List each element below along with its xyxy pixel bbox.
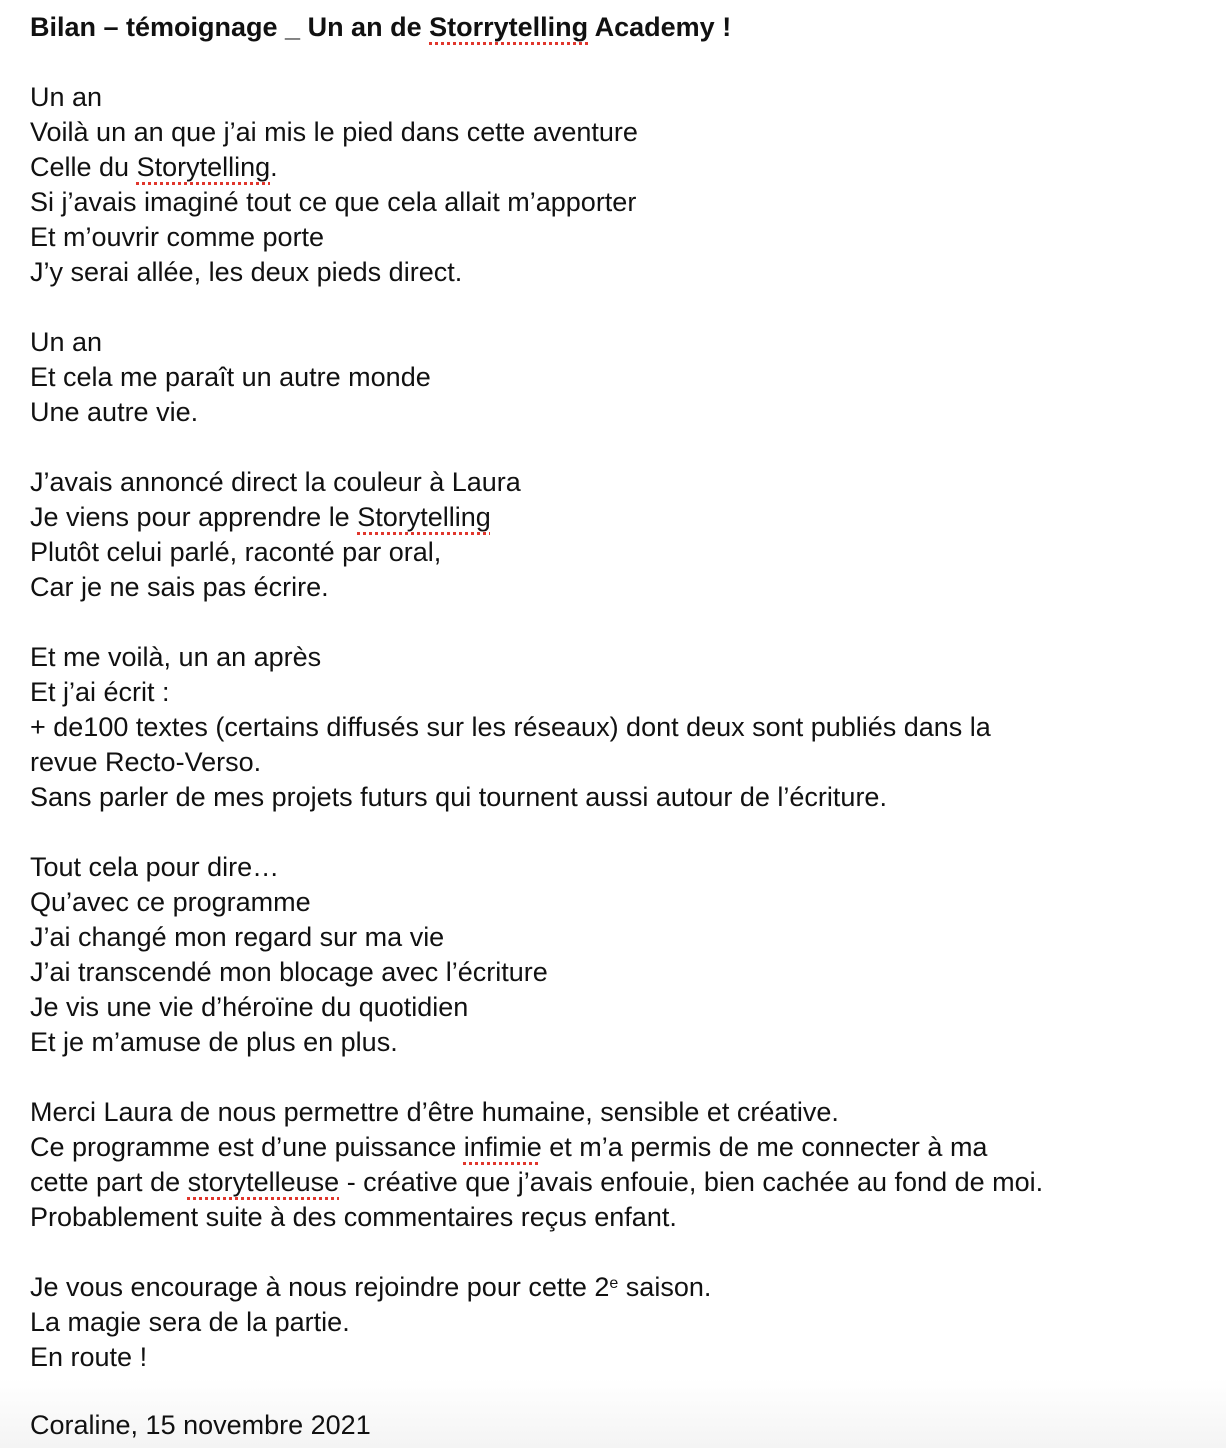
text-line: Plutôt celui parlé, raconté par oral, [30,537,442,567]
document-title: Bilan – témoignage _ Un an de Storrytelling Academy ! [30,12,732,42]
stanza-2 [30,325,1186,430]
text-line: Je vis une vie d’héroïne du quotidien [30,992,469,1022]
spellcheck-underlined-word[interactable]: Storrytelling [429,12,589,42]
text-line: Sans parler de mes projets futurs qui tournent aussi autour de l’écriture. [30,782,887,812]
stanza-1 [30,80,1186,290]
text-line: Et me voilà, un an après [30,642,322,672]
stanza-3 [30,465,1186,605]
text-line: Je vous encourage à nous rejoindre pour cette 2e saison. [30,1272,712,1302]
text-line: J’y serai allée, les deux pieds direct. [30,257,463,287]
text-line: Celle du Storytelling. [30,152,278,182]
text-line: cette part de storytelleuse - créative que j’avais enfouie, bien cachée au fond de moi. [30,1167,1044,1197]
text-line: Qu’avec ce programme [30,887,311,917]
superscript-e: e [609,1275,619,1292]
text-line: La magie sera de la partie. [30,1307,350,1337]
stanza-7 [30,1270,1186,1375]
spellcheck-underlined-word[interactable]: infimie [463,1132,542,1162]
text-line: Tout cela pour dire… [30,852,280,882]
text-line: Car je ne sais pas écrire. [30,572,329,602]
text-line: En route ! [30,1342,148,1372]
document-body [30,10,1186,1410]
text-line: J’avais annoncé direct la couleur à Laura [30,467,521,497]
stanza-5 [30,850,1186,1060]
stanza-6 [30,1095,1186,1235]
text-line: revue Recto-Verso. [30,747,262,777]
text-line: + de100 textes (certains diffusés sur les réseaux) dont deux sont publiés dans la [30,712,991,742]
text-line: Probablement suite à des commentaires reçus enfant. [30,1202,677,1232]
spellcheck-underlined-word[interactable]: Storytelling [357,502,491,532]
signature-line: Coraline, 15 novembre 2021 [30,1410,371,1440]
text-line: Une autre vie. [30,397,199,427]
text-line: Et je m’amuse de plus en plus. [30,1027,398,1057]
text-line: Merci Laura de nous permettre d’être humaine, sensible et créative. [30,1097,839,1127]
text-line: Et j’ai écrit : [30,677,170,707]
text-line: Ce programme est d’une puissance infimie et m’a permis de me connecter à ma [30,1132,988,1162]
text-line: Et m’ouvrir comme porte [30,222,325,252]
spellcheck-underlined-word[interactable]: storytelleuse [187,1167,340,1197]
stanza-4 [30,640,1186,815]
text-line: Un an [30,82,103,112]
text-line: J’ai transcendé mon blocage avec l’écriture [30,957,548,987]
text-line: J’ai changé mon regard sur ma vie [30,922,445,952]
text-line: Voilà un an que j’ai mis le pied dans cette aventure [30,117,638,147]
text-line: Et cela me paraît un autre monde [30,362,431,392]
text-line: Si j’avais imaginé tout ce que cela allait m’apporter [30,187,637,217]
text-line: Un an [30,327,103,357]
spellcheck-underlined-word[interactable]: Storytelling [136,152,271,182]
text-line: Je viens pour apprendre le Storytelling [30,502,491,532]
